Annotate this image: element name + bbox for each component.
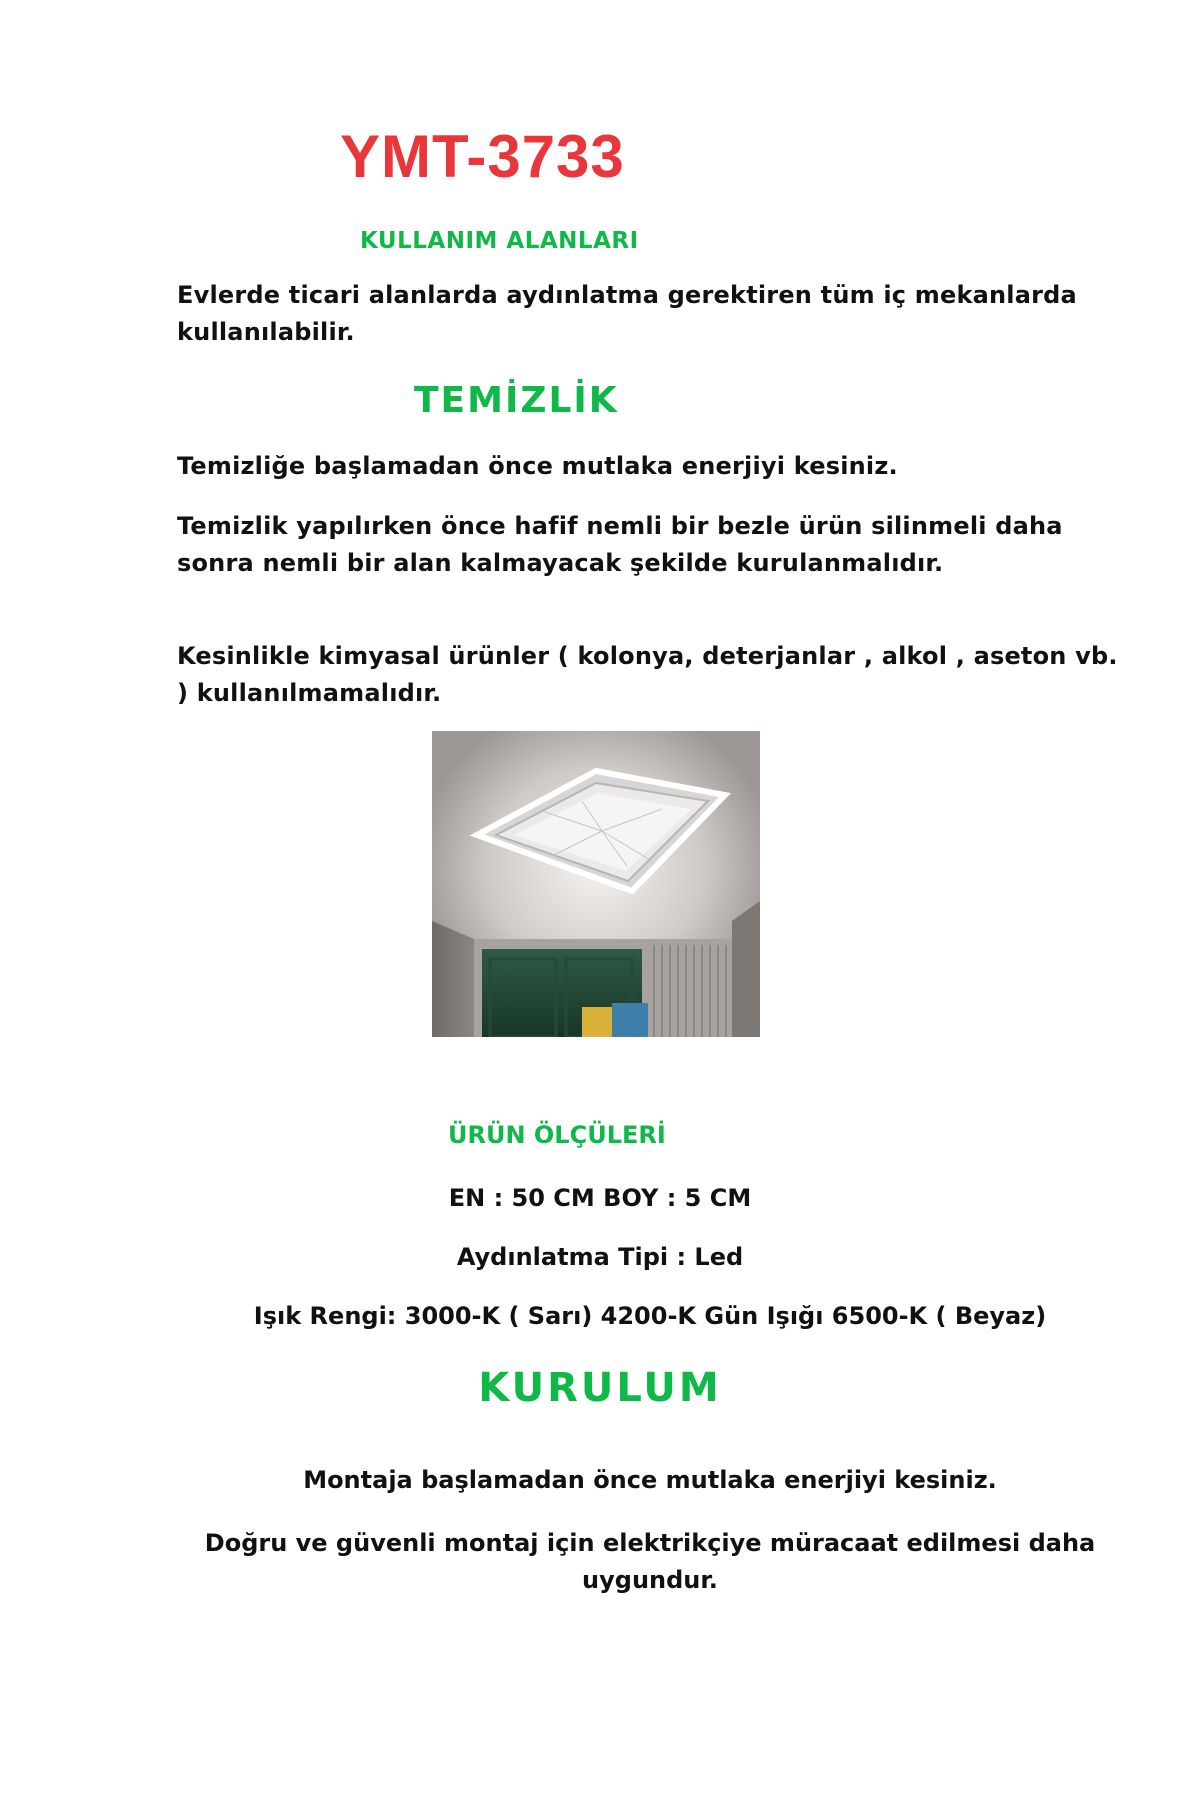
light-color-text: Işık Rengi: 3000-K ( Sarı) 4200-K Gün Işığı 6500-K ( Beyaz): [253, 1302, 1047, 1330]
usage-heading: KULLANIM ALANLARI: [360, 228, 639, 254]
cleaning-paragraph-3: Kesinlikle kimyasal ürünler ( kolonya, deterjanlar , alkol , aseton vb. ) kullanılmamalıdır.: [177, 642, 1118, 707]
install-paragraph-2: Doğru ve güvenli montaj için elektrikçiye müracaat edilmesi daha uygundur.: [204, 1529, 1096, 1594]
cleaning-paragraph-1: Temizliğe başlamadan önce mutlaka enerjiyi kesiniz.: [177, 452, 898, 480]
lighting-type-text: Aydınlatma Tipi : Led: [456, 1243, 744, 1271]
product-code-title: YMT-3733: [340, 123, 625, 190]
install-paragraph-1: Montaja başlamadan önce mutlaka enerjiyi kesiniz.: [303, 1466, 997, 1494]
dimensions-heading: ÜRÜN ÖLÇÜLERİ: [448, 1121, 666, 1149]
cleaning-heading: TEMİZLİK: [414, 380, 619, 421]
install-heading: KURULUM: [478, 1365, 722, 1411]
usage-text: Evlerde ticari alanlarda aydınlatma gerektiren tüm iç mekanlarda kullanılabilir.: [177, 281, 1077, 346]
cleaning-paragraph-2: Temizlik yapılırken önce hafif nemli bir bezle ürün silinmeli daha sonra nemli bir alan kalmayacak şekilde kurulanmalıdır.: [177, 512, 1063, 577]
product-photo: [432, 731, 760, 1037]
dimensions-text: EN : 50 CM BOY : 5 CM: [448, 1184, 752, 1212]
